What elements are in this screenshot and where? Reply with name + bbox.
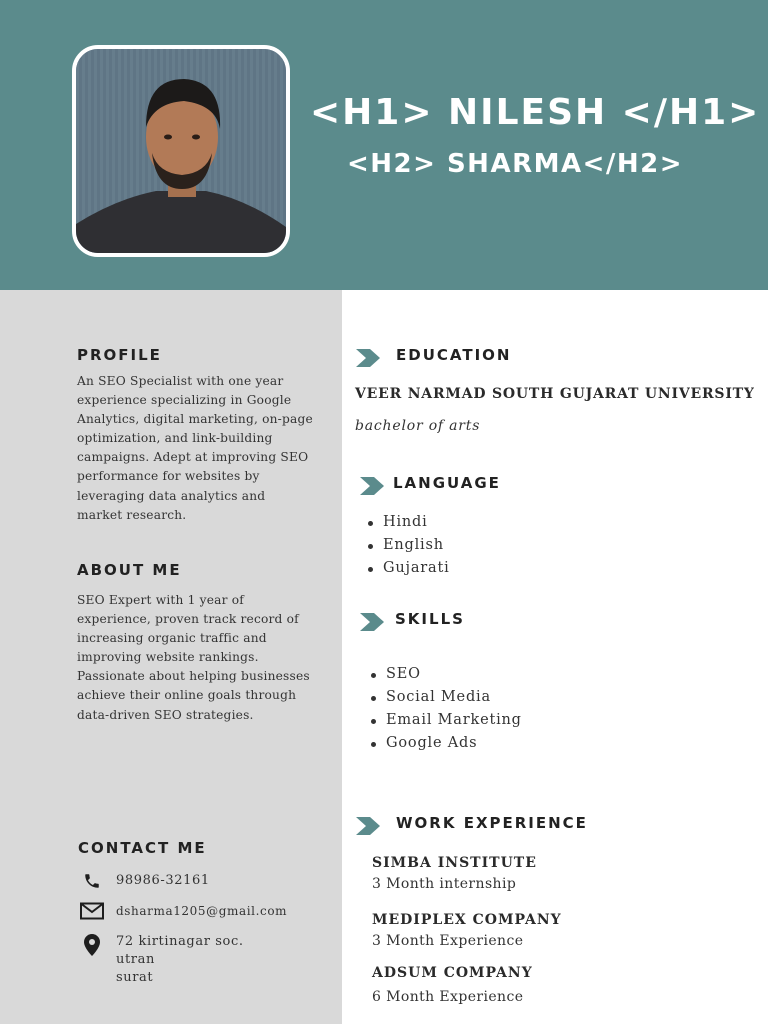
job-company: MEDIPLEX COMPANY	[372, 912, 562, 928]
address-line: 72 kirtinagar soc.	[116, 934, 244, 949]
list-item: Social Media	[368, 686, 522, 709]
chevron-right-icon	[359, 612, 385, 632]
chevron-right-icon	[355, 348, 381, 368]
profile-title: PROFILE	[77, 346, 162, 364]
list-item: SEO	[368, 663, 522, 686]
map-pin-icon	[78, 933, 106, 957]
work-title: WORK EXPERIENCE	[396, 814, 588, 832]
contact-phone	[78, 872, 210, 890]
skills-list	[368, 663, 522, 755]
contact-address	[78, 933, 244, 987]
profile-photo	[72, 45, 290, 257]
education-school: VEER NARMAD SOUTH GUJARAT UNIVERSITY	[355, 386, 755, 402]
profile-text: An SEO Specialist with one year experience specializing in Google Analytics, digital marketing, on-page optimization, and link-building campaigns. Adept at improving SEO performance for websites by leveraging data analytics and market research.	[77, 374, 313, 522]
job-detail: 6 Month Experience	[372, 989, 524, 1005]
list-item: Gujarati	[365, 557, 450, 580]
email-address: dsharma1205@gmail.com	[116, 904, 288, 918]
chevron-right-icon	[355, 816, 381, 836]
job-company: SIMBA INSTITUTE	[372, 855, 537, 871]
about-text: SEO Expert with 1 year of experience, proven track record of increasing organic traffic and improving website rankings. Passionate about helping businesses achieve their online goals through data-driven SEO strategies.	[77, 593, 310, 722]
education-degree: bachelor of arts	[355, 418, 481, 434]
job-company: ADSUM COMPANY	[372, 965, 533, 981]
person-portrait-icon	[76, 49, 286, 253]
job-detail: 3 Month internship	[372, 876, 517, 892]
education-title: EDUCATION	[396, 346, 512, 364]
address-line: utran	[116, 952, 155, 967]
address-line: surat	[116, 970, 154, 985]
address	[116, 933, 244, 987]
phone-number: 98986-32161	[116, 873, 210, 888]
envelope-icon	[78, 902, 106, 920]
skills-title: SKILLS	[395, 610, 465, 628]
contact-title: CONTACT ME	[78, 839, 207, 857]
job-detail: 3 Month Experience	[372, 933, 524, 949]
surname-heading: <H2> SHARMA</H2>	[346, 149, 683, 179]
contact-email	[78, 902, 287, 920]
chevron-right-icon	[359, 476, 385, 496]
list-item: Google Ads	[368, 732, 522, 755]
language-title: LANGUAGE	[393, 474, 501, 492]
phone-icon	[78, 872, 106, 890]
header-banner	[0, 0, 768, 290]
language-list	[365, 511, 450, 580]
name-heading: <H1> NILESH </H1>	[310, 92, 761, 133]
list-item: Email Marketing	[368, 709, 522, 732]
list-item: English	[365, 534, 450, 557]
list-item: Hindi	[365, 511, 450, 534]
about-title: ABOUT ME	[77, 561, 182, 579]
